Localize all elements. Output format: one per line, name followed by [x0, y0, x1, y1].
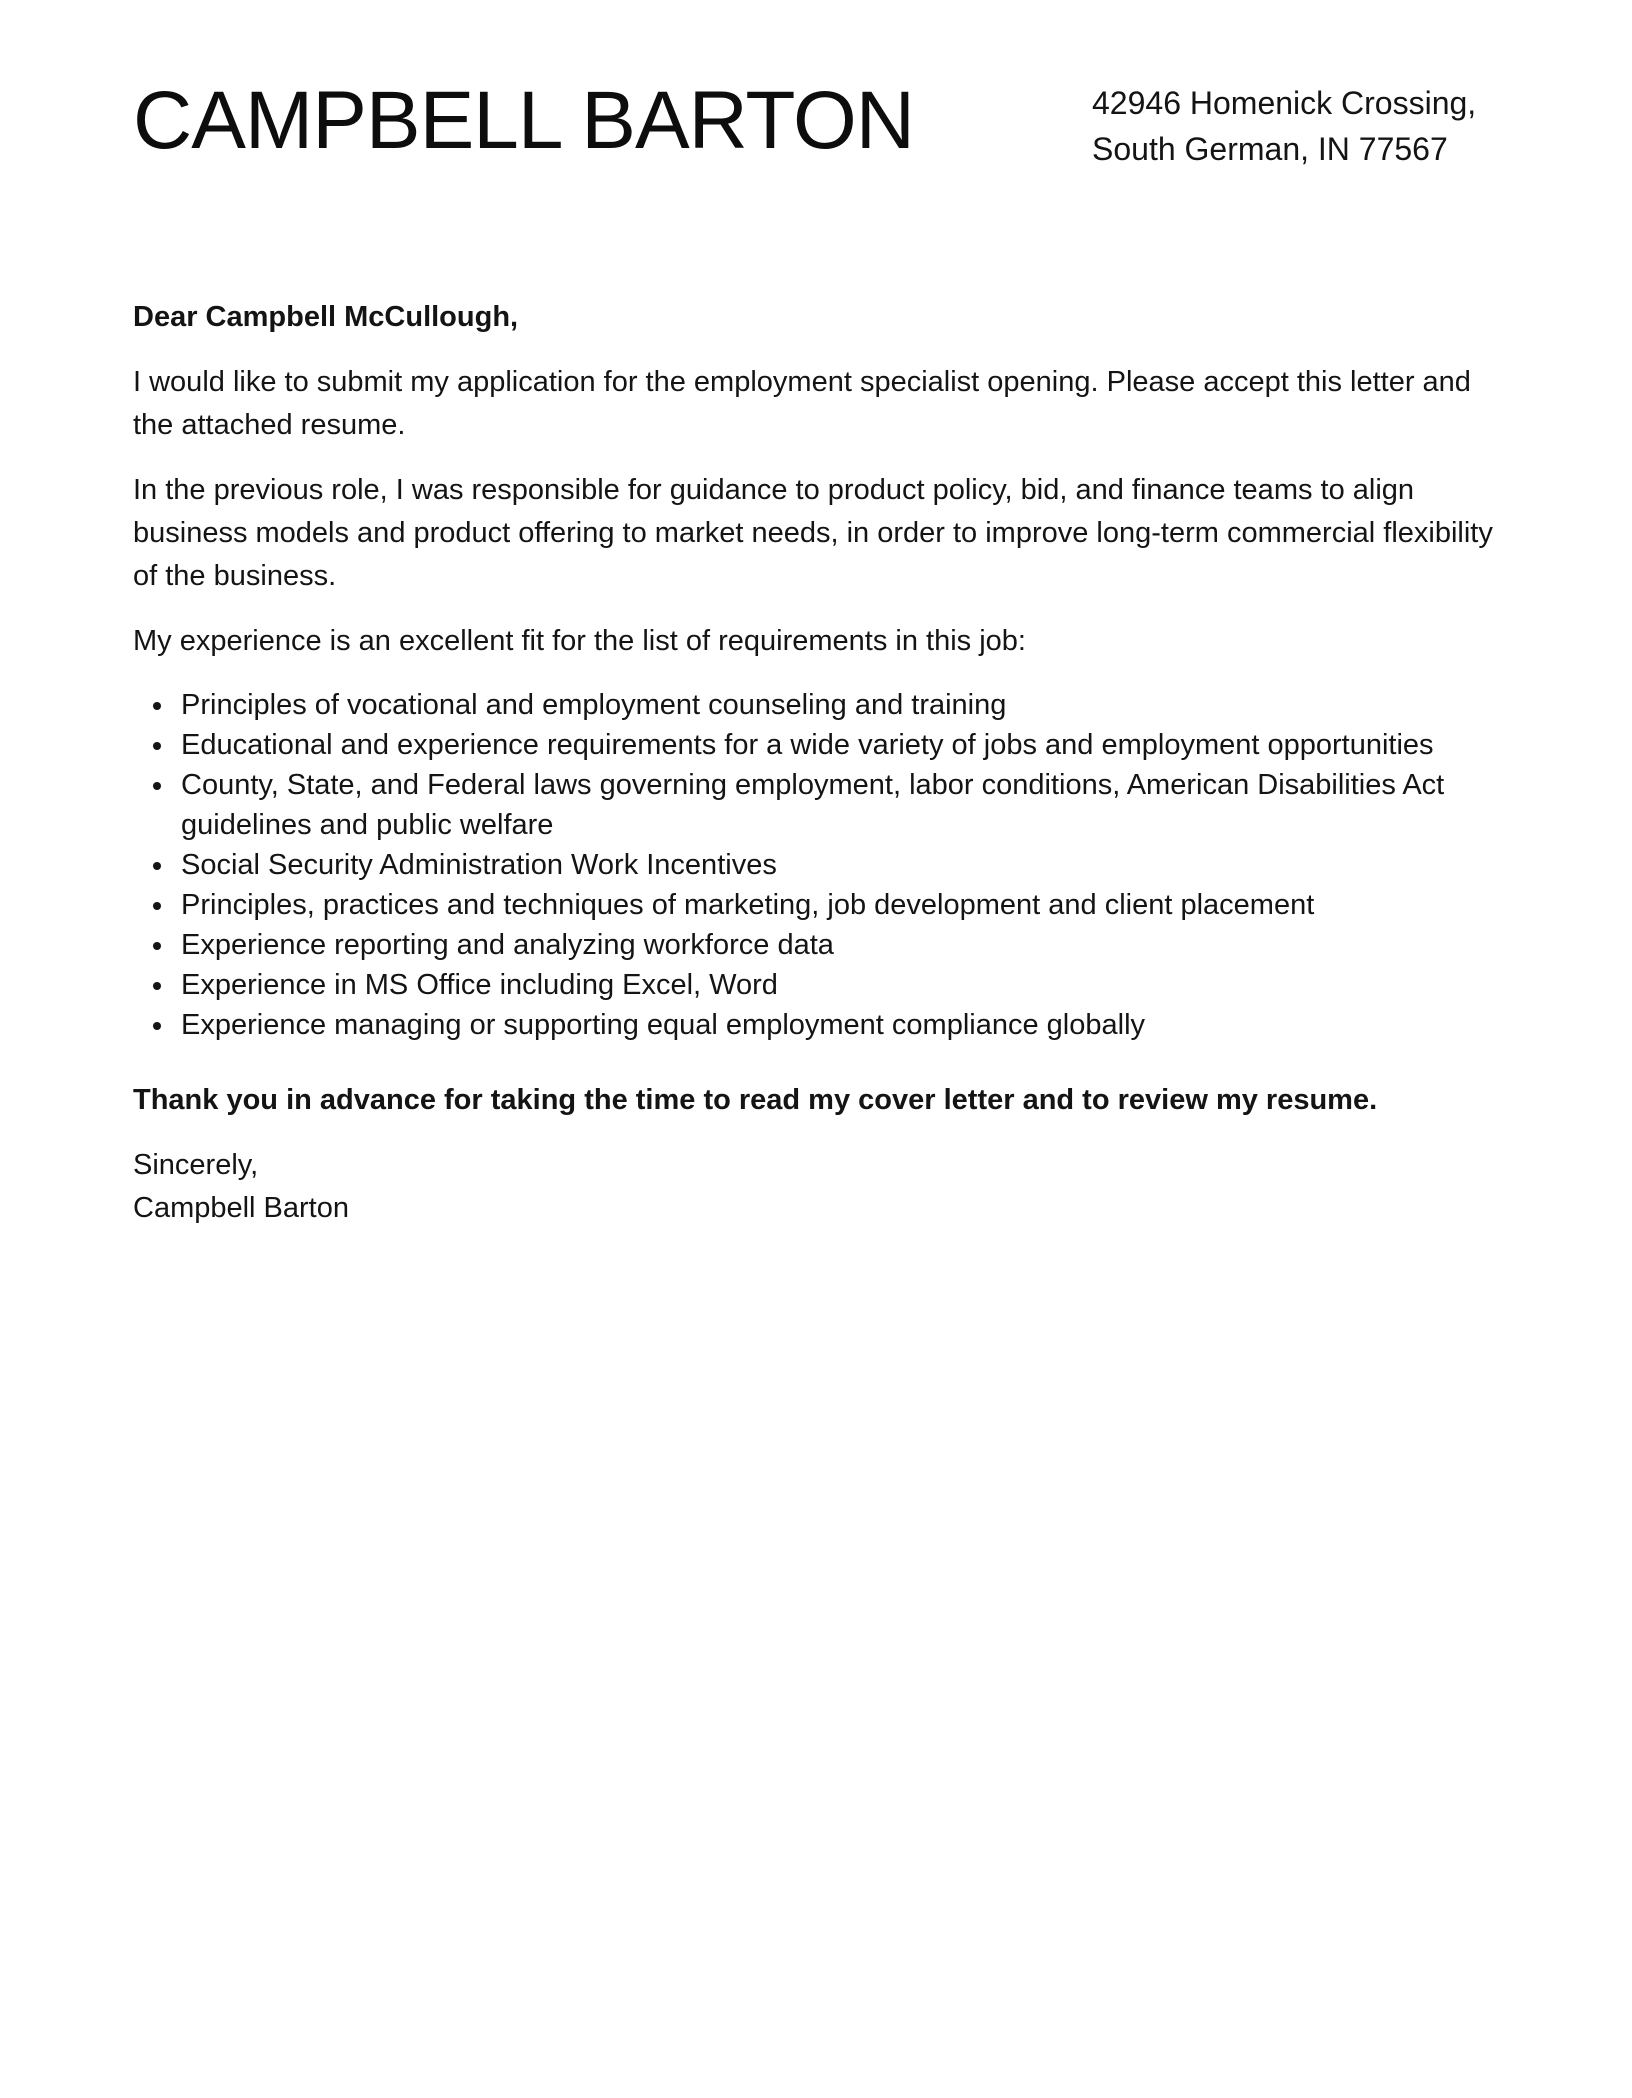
requirements-intro: My experience is an excellent fit for the list of requirements in this job: — [133, 625, 1026, 657]
list-item: Social Security Administration Work Incentives — [181, 845, 1503, 885]
address-line-2: South German, IN 77567 — [1092, 131, 1448, 167]
list-item: Experience managing or supporting equal employment compliance globally — [181, 1005, 1503, 1045]
list-item: Experience in MS Office including Excel, Word — [181, 965, 1503, 1005]
signoff-text: Sincerely, — [133, 1149, 259, 1181]
closing-statement: Thank you in advance for taking the time to read my cover letter and to review my resume. — [133, 1084, 1378, 1116]
list-item: Principles, practices and techniques of marketing, job development and client placement — [181, 885, 1503, 925]
intro-paragraph: I would like to submit my application for the employment specialist opening. Please accept this letter and the attached resume. — [133, 366, 1471, 441]
requirements-list — [133, 685, 1503, 1045]
applicant-address — [1092, 80, 1476, 172]
applicant-name: CAMPBELL BARTON — [133, 75, 914, 166]
experience-paragraph: In the previous role, I was responsible for guidance to product policy, bid, and finance teams to align business models and product offering to market needs, in order to improve long-term commercial flexibility of the business. — [133, 474, 1493, 592]
list-item: Principles of vocational and employment counseling and training — [181, 685, 1503, 725]
list-item: Educational and experience requirements for a wide variety of jobs and employment opportunities — [181, 725, 1503, 765]
signoff-block — [133, 1144, 1503, 1230]
salutation: Dear Campbell McCullough, — [133, 301, 519, 333]
letter-body — [133, 296, 1503, 1230]
address-line-1: 42946 Homenick Crossing, — [1092, 85, 1477, 121]
signature-name: Campbell Barton — [133, 1192, 349, 1224]
list-item: County, State, and Federal laws governing employment, labor conditions, American Disabilities Act guidelines and public welfare — [181, 765, 1503, 845]
list-item: Experience reporting and analyzing workforce data — [181, 925, 1503, 965]
